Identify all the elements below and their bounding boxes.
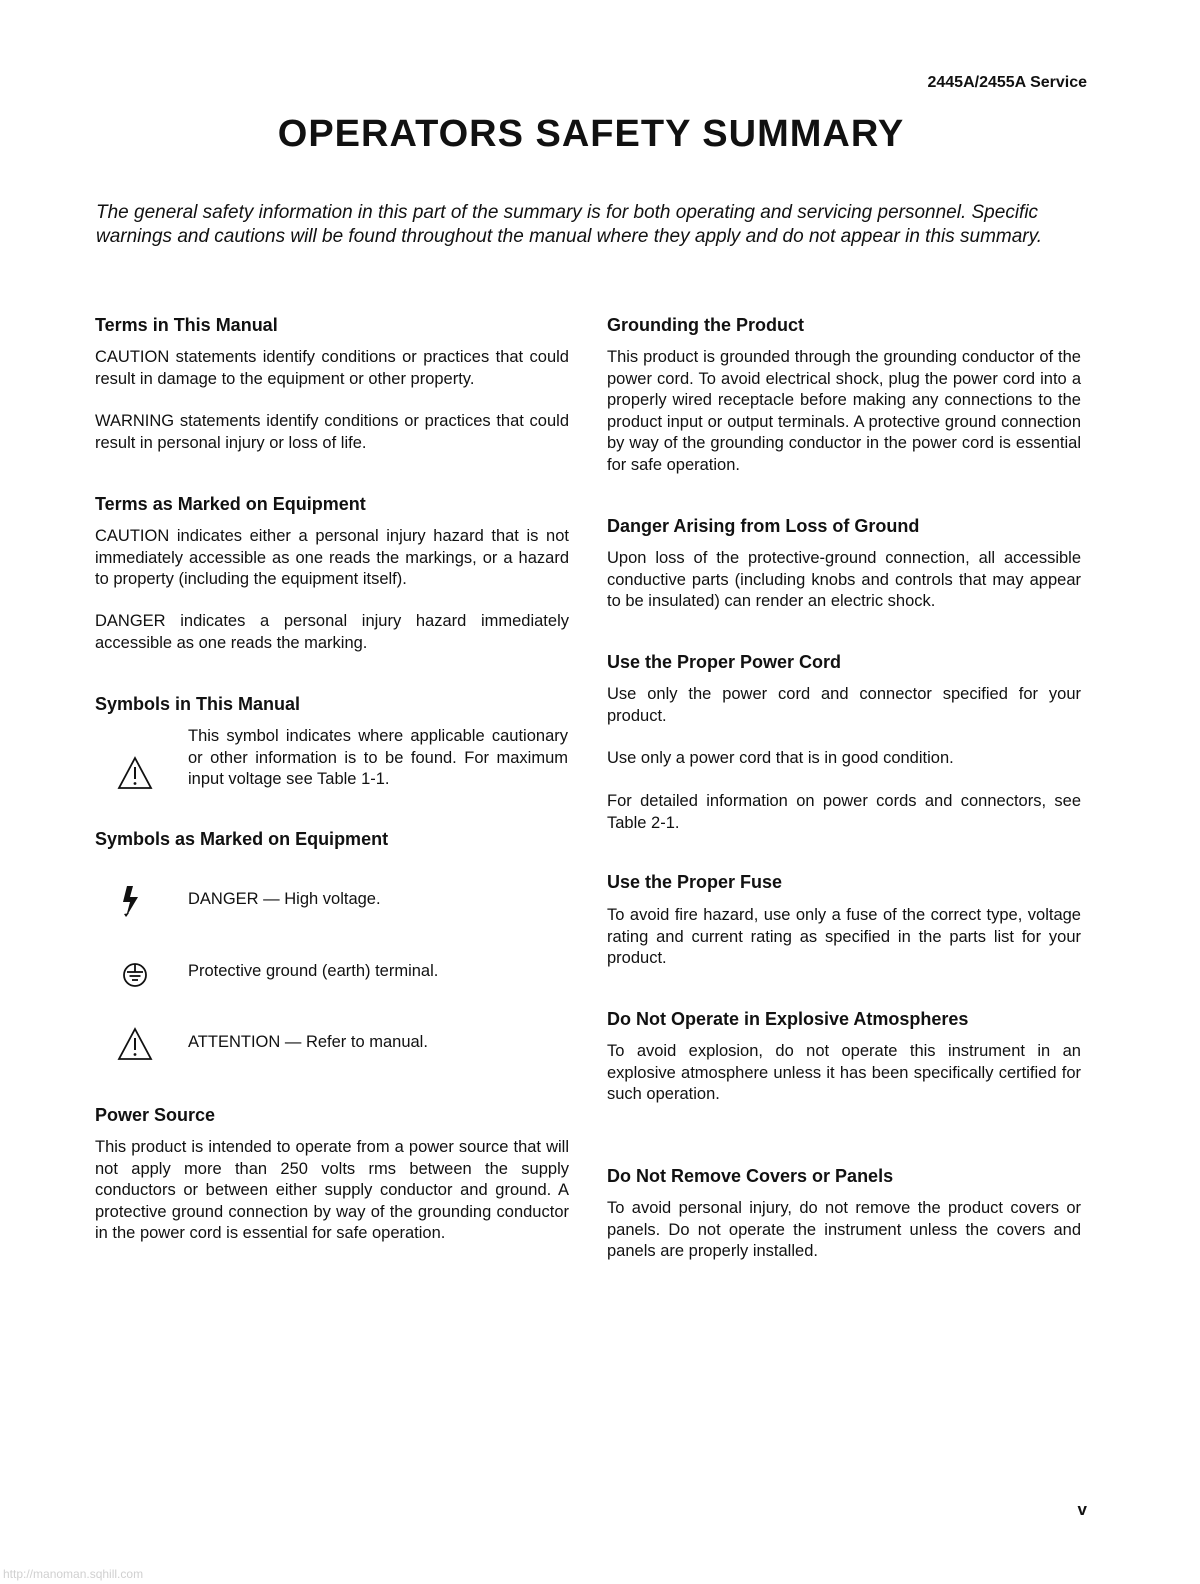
terms-manual-warning: WARNING statements identify conditions or practices that could result in personal injury or loss of life. [95,412,569,452]
power-source-text: This product is intended to operate from a power source that will not apply more than 250 volts rms between the supply conductors or between either supply conductor and ground. A protective ground connection by way of the grounding conductor in the power cord is essential for safe operation. [95,1138,569,1242]
document-header: 2445A/2455A Service [927,74,1087,91]
power-cord-text-2: Use only a power cord that is in good condition. [607,749,954,767]
footer-watermark-url: http://manoman.sqhill.com [3,1567,144,1581]
power-cord-text-1: Use only the power cord and connector specified for your product. [607,685,1081,725]
intro-paragraph: The general safety information in this part of the summary is for both operating and servicing personnel. Specific warnings and cautions will be found throughout the manual where they apply and do not appear in this summary. [96,202,1043,247]
fuse-text: To avoid fire hazard, use only a fuse of the correct type, voltage rating and current rating as specified in the parts list for your product. [607,906,1081,967]
power-cord-text-3: For detailed information on power cords and connectors, see Table 2-1. [607,792,1081,832]
high-voltage-icon [115,880,155,920]
symbol-text-protective-ground: Protective ground (earth) terminal. [188,962,439,980]
terms-equipment-danger: DANGER indicates a personal injury hazard immediately accessible as one reads the marking. [95,612,569,652]
power-source-heading: Power Source [95,1105,216,1125]
danger-ground-text: Upon loss of the protective-ground connection, all accessible conductive parts (including knobs and controls that may appear to be insulated) can render an electric shock. [607,549,1081,610]
right-column [607,0,1081,1584]
symbols-manual-text: This symbol indicates where applicable cautionary or other information is to be found. For maximum input voltage see Table 1-1. [188,727,568,788]
covers-heading: Do Not Remove Covers or Panels [607,1166,894,1186]
symbols-equipment-heading: Symbols as Marked on Equipment [95,829,389,849]
fuse-heading: Use the Proper Fuse [607,872,783,892]
page-title: OPERATORS SAFETY SUMMARY [277,113,905,155]
covers-text: To avoid personal injury, do not remove the product covers or panels. Do not operate the instrument unless the covers and panels are properly installed. [607,1199,1081,1260]
grounding-heading: Grounding the Product [607,315,804,335]
symbol-text-high-voltage: DANGER — High voltage. [188,890,381,908]
explosive-heading: Do Not Operate in Explosive Atmospheres [607,1009,969,1029]
terms-equipment-heading: Terms as Marked on Equipment [95,494,366,514]
symbol-text-attention: ATTENTION — Refer to manual. [188,1033,428,1051]
symbols-manual-heading: Symbols in This Manual [95,694,301,714]
page-number: v [1077,1500,1087,1519]
danger-ground-heading: Danger Arising from Loss of Ground [607,516,920,536]
terms-manual-heading: Terms in This Manual [95,315,278,335]
left-column [95,0,569,1584]
terms-manual-caution: CAUTION statements identify conditions or practices that could result in damage to the equipment or other property. [95,348,569,388]
caution-triangle-icon [115,754,155,794]
terms-equipment-caution: CAUTION indicates either a personal injury hazard that is not immediately accessible as one reads the markings, or a hazard to property (including the equipment itself). [95,527,569,588]
attention-triangle-icon [115,1025,155,1065]
protective-ground-icon [115,955,155,995]
power-cord-heading: Use the Proper Power Cord [607,652,842,672]
explosive-text: To avoid explosion, do not operate this instrument in an explosive atmosphere unless it has been specifically certified for such operation. [607,1042,1081,1103]
grounding-text: This product is grounded through the grounding conductor of the power cord. To avoid electrical shock, plug the power cord into a properly wired receptacle before making any connections to the product input or output terminals. A protective ground connection by way of the grounding conductor in the power cord is essential for safe operation. [607,348,1081,474]
